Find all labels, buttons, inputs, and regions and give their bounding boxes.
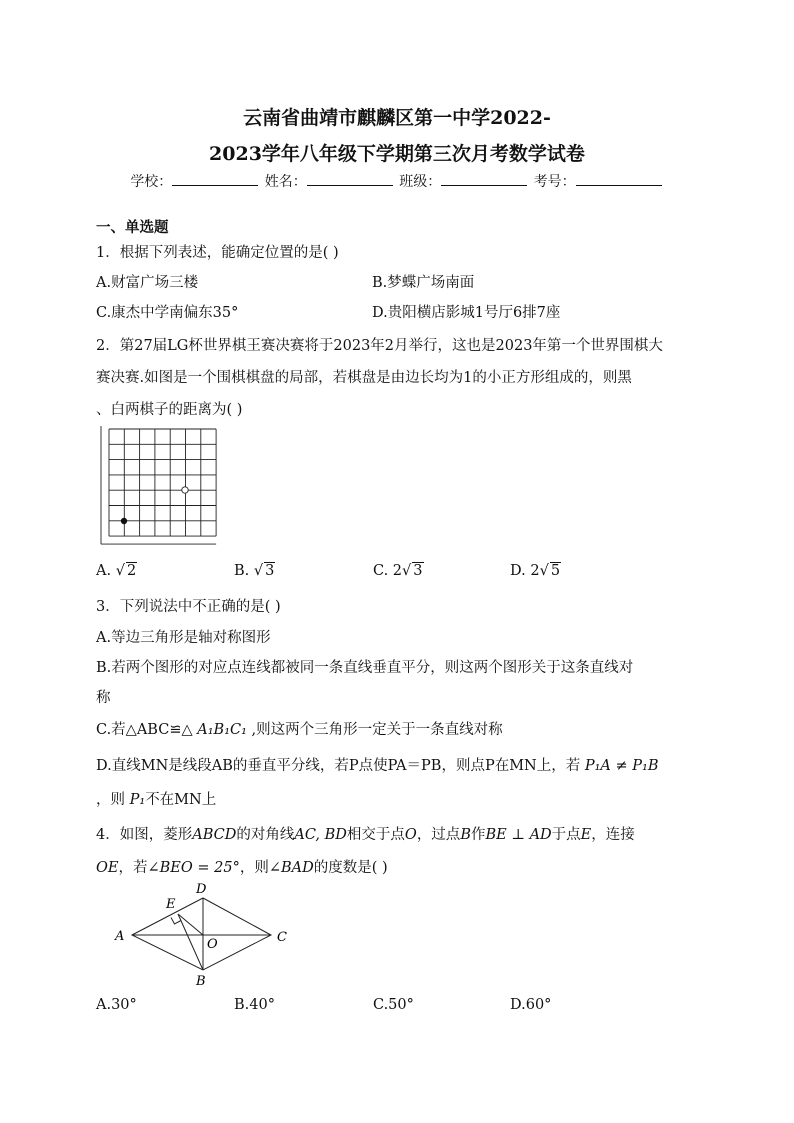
q3-option-b-line-2: 称 bbox=[96, 690, 111, 706]
field-id-blank[interactable] bbox=[576, 171, 662, 186]
q2-option-a: A. √ 2 bbox=[96, 563, 137, 579]
q2-line-1: 2．第27届LG杯世界棋王赛决赛将于2023年2月举行，这也是2023年第一个世界围棋大 bbox=[96, 338, 663, 354]
q4-option-c: C.50° bbox=[373, 997, 414, 1013]
q1-option-d: D.贵阳横店影城1号厅6排7座 bbox=[372, 305, 561, 321]
q3-option-b-line-1: B.若两个图形的对应点连线都被同一条直线垂直平分，则这两个图形关于这条直线对 bbox=[96, 660, 634, 676]
q2-line-2: 赛决赛.如图是一个围棋棋盘的局部，若棋盘是由边长均为1的小正方形组成的，则黑 bbox=[96, 370, 632, 386]
q2-option-c: C. 2√ 3 bbox=[373, 563, 423, 579]
field-name-blank[interactable] bbox=[307, 171, 393, 186]
q3-stem: 3．下列说法中不正确的是( ) bbox=[96, 599, 281, 615]
q4-option-d: D.60° bbox=[510, 997, 552, 1013]
q4-line-2: OE，若∠BEO = 25°，则∠BAD的度数是( ) bbox=[96, 860, 388, 876]
q2-line-3: 、白两棋子的距离为( ) bbox=[96, 402, 243, 418]
field-school-label: 学校： bbox=[130, 174, 173, 190]
label-e: E bbox=[166, 897, 176, 912]
field-id-label: 考号： bbox=[533, 174, 576, 190]
q4-option-b: B.40° bbox=[234, 997, 275, 1013]
label-d: D bbox=[196, 882, 207, 897]
white-stone bbox=[182, 487, 188, 493]
field-school-blank[interactable] bbox=[172, 171, 258, 186]
title-line-1: 云南省曲靖市麒麟区第一中学2022- bbox=[243, 107, 551, 129]
q2-option-d: D. 2√ 5 bbox=[510, 563, 561, 579]
q3-option-c: C.若△ABC≌△ A₁B₁C₁ ,则这两个三角形一定关于一条直线对称 bbox=[96, 722, 503, 738]
student-info-row bbox=[0, 171, 794, 191]
field-class-label: 班级： bbox=[399, 174, 442, 190]
q4-option-a: A.30° bbox=[96, 997, 137, 1013]
q2-option-b: B. √ 3 bbox=[234, 563, 275, 579]
section-heading: 一、单选题 bbox=[96, 219, 169, 236]
go-board-figure bbox=[98, 426, 220, 552]
q2-option-a-radicand: 2 bbox=[126, 563, 137, 579]
rhombus-figure bbox=[108, 880, 298, 990]
title-line-2: 2023学年八年级下学期第三次月考数学试卷 bbox=[209, 143, 585, 165]
q4-line-1: 4．如图，菱形ABCD的对角线AC, BD相交于点O，过点B作BE ⊥ AD于点E，连接 bbox=[96, 827, 635, 843]
q3-option-d-line-2: ，则 P₁不在MN上 bbox=[96, 792, 217, 808]
q3-option-a: A.等边三角形是轴对称图形 bbox=[96, 630, 271, 646]
q2-option-d-radicand: 5 bbox=[550, 563, 561, 579]
q1-option-c: C.康杰中学南偏东35° bbox=[96, 305, 239, 321]
q2-option-c-radicand: 3 bbox=[413, 563, 423, 579]
go-board-grid bbox=[101, 426, 216, 544]
q1-option-b: B.梦蝶广场南面 bbox=[372, 275, 475, 291]
label-a: A bbox=[115, 929, 125, 944]
label-c: C bbox=[277, 930, 287, 945]
field-name-label: 姓名： bbox=[264, 174, 307, 190]
segment-be bbox=[178, 914, 203, 970]
label-o: O bbox=[207, 937, 218, 952]
segment-oe bbox=[178, 914, 203, 935]
label-b: B bbox=[196, 974, 206, 989]
q1-stem: 1．根据下列表述，能确定位置的是( ) bbox=[96, 245, 339, 261]
q2-option-b-radicand: 3 bbox=[265, 563, 275, 579]
q1-option-a: A.财富广场三楼 bbox=[96, 275, 199, 291]
q3-option-d-line-1: D.直线MN是线段AB的垂直平分线，若P点使PA＝PB，则点P在MN上，若 P₁A ≠ P₁B bbox=[96, 758, 659, 774]
black-stone bbox=[121, 518, 127, 524]
field-class-blank[interactable] bbox=[441, 171, 527, 186]
